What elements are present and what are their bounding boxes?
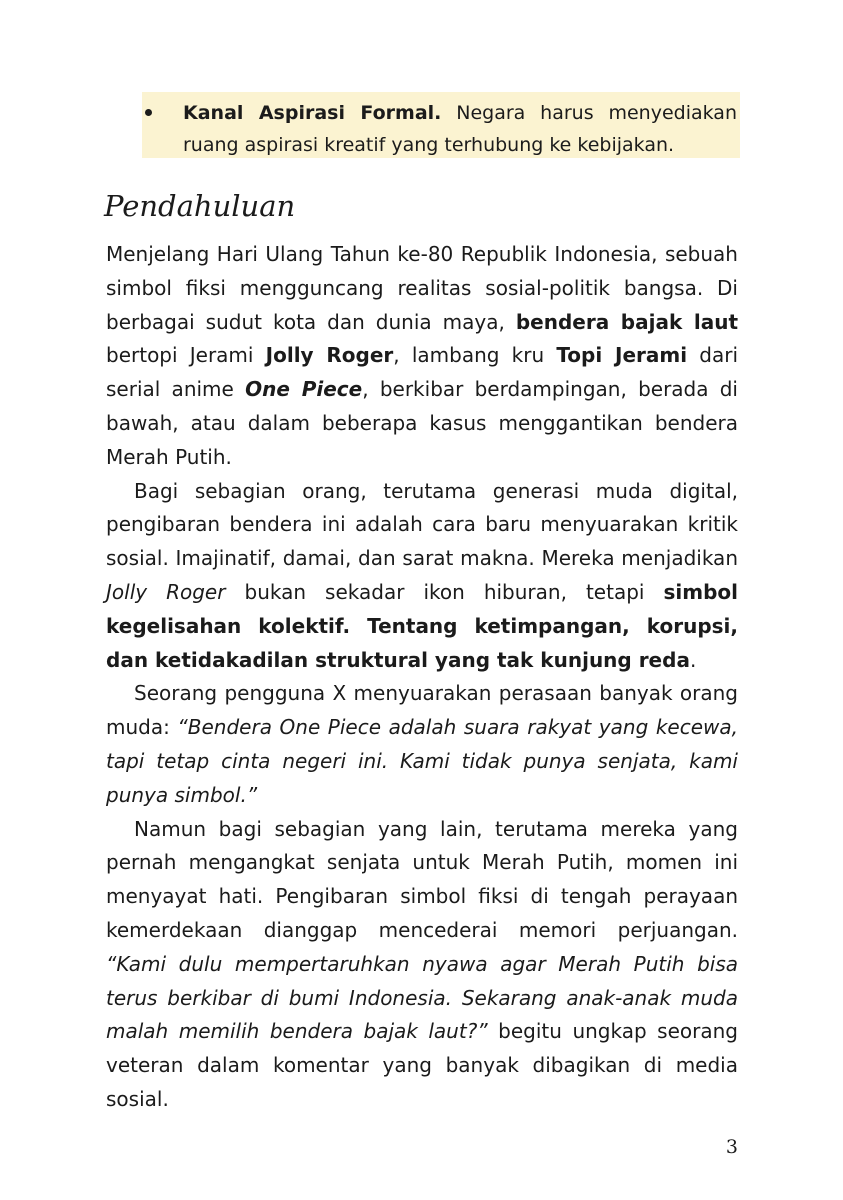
p1-bold-1: bendera bajak laut [515,309,738,334]
p2-text-c: . [689,647,697,672]
p2-text-b: bukan sekadar ikon hiburan, tetapi [225,579,664,604]
p2-italic: Jolly Roger [106,579,226,604]
p2-text-a: Bagi sebagian orang, terutama generasi muda digital, pengibaran bendera ini adalah cara baru menyuarakan kritik sosial. Imajinatif, damai, dan sarat makna. Mereka menjadikan [106,478,738,571]
p3-text-a: Seorang pengguna X menyuarakan perasaan banyak orang muda: [106,681,738,740]
body-text [106,238,738,1117]
section-heading: Pendahuluan [104,189,296,223]
p1-text-a: Menjelang Hari Ulang Tahun ke-80 Republik Indonesia, sebuah simbol fiksi mengguncang realitas sosial-politik bangsa. Di berbagai sudut kota dan dunia maya, [106,242,738,334]
callout-body: Negara harus menyediakan ruang aspirasi kreatif yang terhubung ke kebijakan. [183,102,737,156]
paragraph-3 [106,677,738,812]
p4-text-a: Namun bagi sebagian yang lain, terutama mereka yang pernah mengangkat senjata untuk Merah Putih, momen ini menyayat hati. Pengibaran simbol fiksi di tengah perayaan kemerdekaan dianggap mencederai memori perjuangan. [106,816,738,942]
p1-text-c: bertopi Jerami [106,343,266,368]
p1-bold-2: Jolly Roger [265,343,394,368]
p1-text-d: , lambang kru [393,343,557,368]
bullet-icon [145,109,152,116]
paragraph-2 [106,475,738,678]
callout-text [183,97,737,161]
p3-quote: “Bendera One Piece adalah suara rakyat yang kecewa, tapi tetap cinta negeri ini. Kami tidak punya senjata, kami punya simbol.” [106,715,738,807]
p4-text-b: begitu ungkap seorang veteran dalam komentar yang banyak dibagikan di media sosial. [106,1019,738,1111]
p1-text-e: dari serial anime [106,343,738,402]
paragraph-4 [106,813,738,1117]
paragraph-1 [106,238,738,475]
p1-bold-3: Topi Jerami [556,343,688,368]
p4-quote: “Kami dulu mempertaruhkan nyawa agar Merah Putih bisa terus berkibar di bumi Indonesia. Sekarang anak-anak muda malah memilih bendera bajak laut?” [106,951,738,1044]
p1-bold-italic: One Piece [245,377,363,402]
p2-bold: simbol kegelisahan kolektif. Tentang ketimpangan, korupsi, dan ketidakadilan struktural yang tak kunjung reda [106,579,739,672]
callout-term: Kanal Aspirasi Formal. [183,102,442,124]
p1-text-f: , berkibar berdampingan, berada di bawah, atau dalam beberapa kasus menggantikan bendera Merah Putih. [106,377,738,469]
page-number: 3 [725,1136,738,1158]
